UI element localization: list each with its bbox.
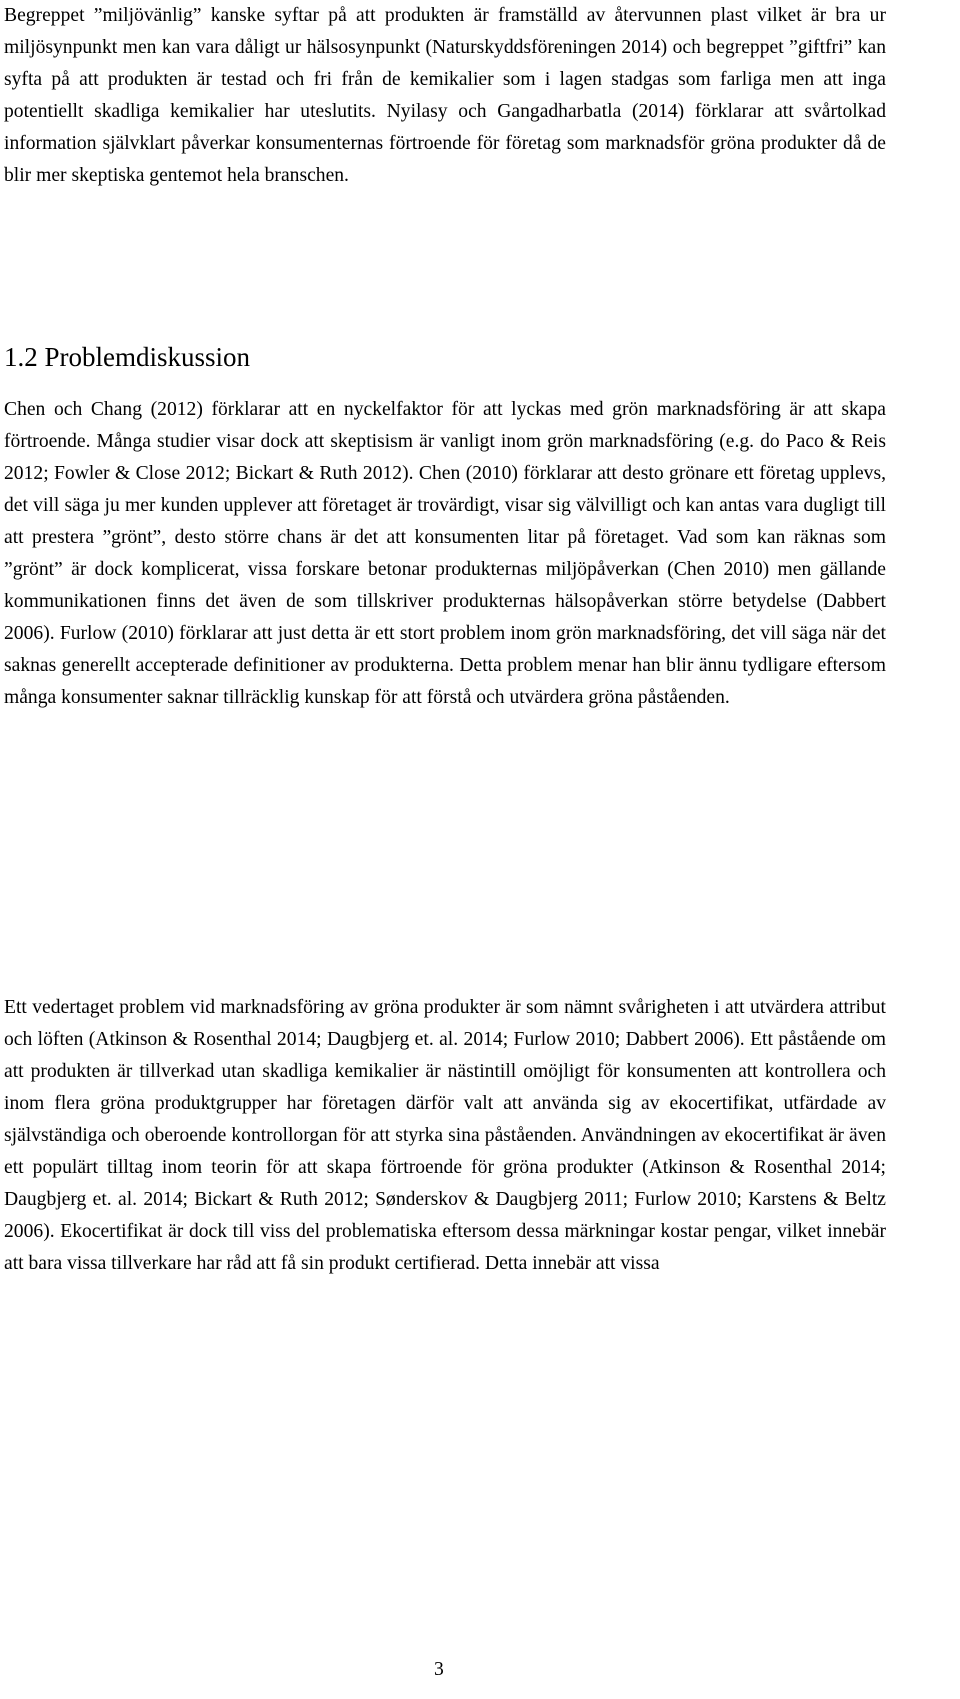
body-paragraph: Begreppet ”miljövänlig” kanske syftar på att produkten är framställd av återvunnen plast vilket är bra ur miljösynpunkt men kan vara dåligt ur hälsosynpunkt (Naturskyddsföreningen 2014) och begreppet ”giftfri” kan syfta på att produkten är testad och fri från de kemikalier som i lagen stadgas som farliga men att inga potentiellt skadliga kemikalier har uteslutits. Nyilasy och Gangadharbatla (2014) förklarar att svårtolkad information självklart påverkar konsumenternas förtroende för företag som marknadsför gröna produkter då de blir mer skeptiska gentemot hela branschen. [4, 5, 886, 186]
page-number: 3 [434, 1659, 444, 1680]
body-paragraph: Ett vedertaget problem vid marknadsföring av gröna produkter är som nämnt svårigheten i att utvärdera attribut och löften (Atkinson & Rosenthal 2014; Daugbjerg et. al. 2014; Furlow 2010; Dabbert 2006). Ett påstående om att produkten är tillverkad utan skadliga kemikalier är nästintill omöjligt för konsumenten att kontrollera och inom flera gröna produktgrupper har företagen därför valt att använda sig av ekocertifikat, utfärdade av självständiga och oberoende kontrollorgan för att styrka sina påståenden. Användningen av ekocertifikat är även ett populärt tilltag inom teorin för att skapa förtroende för gröna produkter (Atkinson & Rosenthal 2014; Daugbjerg et. al. 2014; Bickart & Ruth 2012; Sønderskov & Daugbjerg 2011; Furlow 2010; Karstens & Beltz 2006). Ekocertifikat är dock till viss del problematiska eftersom dessa märkningar kostar pengar, vilket innebär att bara vissa tillverkare har råd att få sin produkt certifierad. Detta innebär att vissa [4, 997, 886, 1274]
body-paragraph: Chen och Chang (2012) förklarar att en nyckelfaktor för att lyckas med grön marknadsföring är att skapa förtroende. Många studier visar dock att skeptisism är vanligt inom grön marknadsföring (e.g. do Paco & Reis 2012; Fowler & Close 2012; Bickart & Ruth 2012). Chen (2010) förklarar att desto grönare ett företag upplevs, det vill säga ju mer kunden upplever att företaget är trovärdigt, visar sig välvilligt och kan antas vara dugligt till att prestera ”grönt”, desto större chans är det att konsumenten litar på företaget. Vad som kan räknas som ”grönt” är dock komplicerat, vissa forskare betonar produkternas miljöpåverkan (Chen 2010) men gällande kommunikationen finns det även de som tillskriver produkternas hälsopåverkan större betydelse (Dabbert 2006). Furlow (2010) förklarar att just detta är ett stort problem inom grön marknadsföring, det vill säga när det saknas generellt accepterade definitioner av produkterna. Detta problem menar han blir ännu tydligare eftersom många konsumenter saknar tillräcklig kunskap för att förstå och utvärdera gröna påståenden. [4, 399, 886, 708]
section-heading: 1.2 Problemdiskussion [4, 342, 251, 372]
